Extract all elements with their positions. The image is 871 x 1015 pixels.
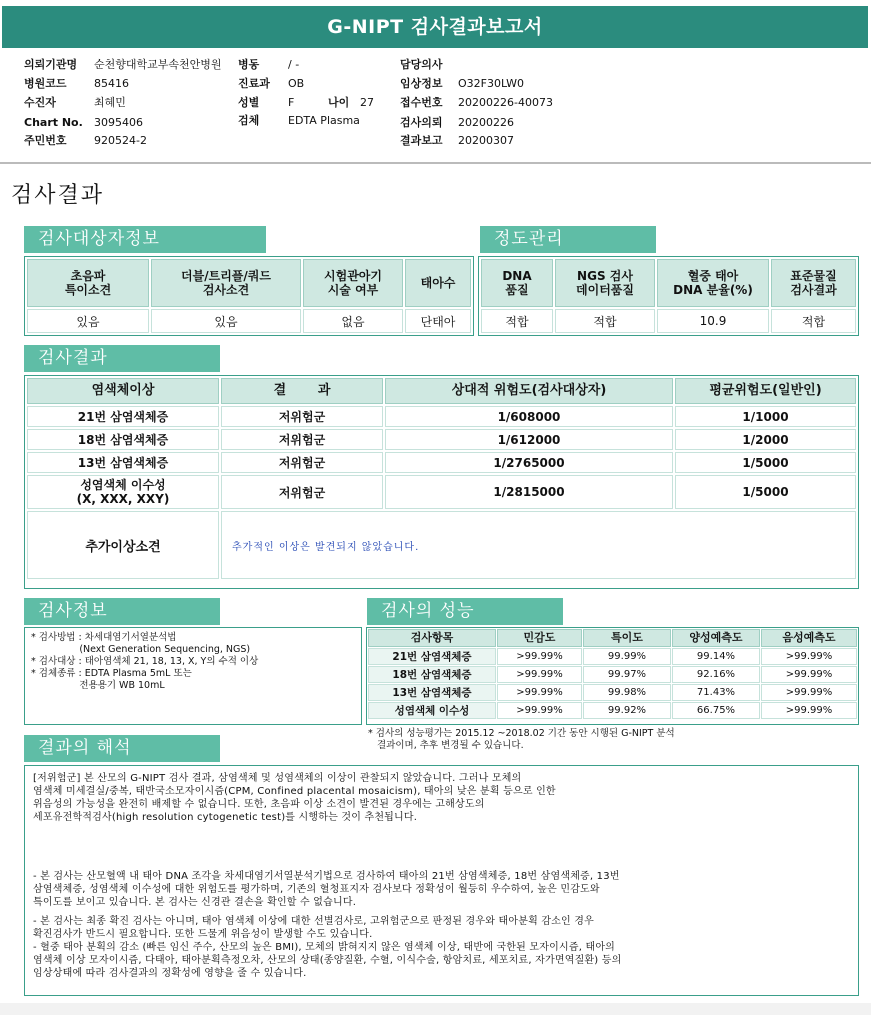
department-label: 진료과	[238, 77, 270, 90]
interpretation-line: 세포유전학적검사(high resolution cytogenetic test)를 시행하는 것이 추천됩니다.	[33, 812, 418, 823]
perf-cell: >99.99%	[497, 666, 582, 683]
interpretation-line: 삼염색체증, 성염색체 이수성에 대한 위험도를 평가하며, 기존의 혈청표지자 검사보다 정확성이 월등히 우수하여, 높은 민감도와	[33, 884, 600, 895]
perf-cell: >99.99%	[761, 684, 857, 701]
interpretation-line: 특이도를 보이고 있습니다. 본 검사는 신경관 결손을 확인할 수 없습니다.	[33, 897, 357, 908]
results-header-abnormality: 염색체이상	[27, 378, 219, 404]
subject-value-fetus: 단태아	[405, 309, 471, 333]
additional-findings-label: 추가이상소견	[27, 511, 219, 579]
result-value: 저위험군	[221, 475, 383, 509]
subject-header-ultrasound: 초음파 특이소견	[27, 259, 149, 307]
interpretation-box	[24, 765, 859, 996]
quality-header-dna: DNA 품질	[481, 259, 553, 307]
request-value: 20200226	[458, 116, 514, 129]
table-row	[27, 452, 856, 473]
hospital-code-value: 85416	[94, 77, 129, 90]
quality-value-ngs: 적합	[555, 309, 655, 333]
clinical-value: O32F30LW0	[458, 77, 524, 90]
sex-value: F	[288, 96, 295, 109]
performance-note	[368, 728, 858, 752]
quality-value-standard: 적합	[771, 309, 856, 333]
interpretation-line: - 혈중 태아 분획의 감소 (빠른 임신 주수, 산모의 높은 BMI), 모체의 밝혀지지 않은 염색체 이상, 태반에 국한된 모자이시즘, 태아의	[33, 942, 616, 953]
result-average: 1/5000	[675, 452, 856, 473]
interpretation-line: 임상상태에 따라 검사결과의 정확성에 영향을 줄 수 있습니다.	[33, 968, 307, 979]
test-info-line: * 검사방법 : 차세대염기서열분석법	[31, 632, 177, 643]
performance-note-line1: * 검사의 성능평가는 2015.12 ~2018.02 기간 동안 시행된 G-NIPT 분석	[368, 728, 675, 739]
result-value: 저위험군	[221, 406, 383, 427]
result-average: 1/5000	[675, 475, 856, 509]
perf-cell: 92.16%	[672, 666, 760, 683]
interpretation-label: 결과의 해석	[24, 735, 220, 762]
subject-value-screening: 있음	[151, 309, 301, 333]
ward-label: 병동	[238, 58, 260, 71]
interpretation-line: 염색체 이상 모자이시즘, 다태아, 태아분획측정오차, 산모의 상태(종양질환, 수혈, 이식수술, 항암치료, 세포치료, 자가면역질환) 등의	[33, 955, 622, 966]
hospital-code-label: 병원코드	[24, 77, 67, 90]
subject-info-table	[24, 256, 474, 336]
table-row	[368, 702, 857, 719]
subject-value-ultrasound: 있음	[27, 309, 149, 333]
result-relative: 1/2765000	[385, 452, 673, 473]
sex-label: 성별	[238, 96, 260, 109]
quality-header-ngs: NGS 검사 데이터품질	[555, 259, 655, 307]
perf-cell: >99.99%	[761, 702, 857, 719]
results-heading: 검사결과	[11, 183, 105, 208]
perf-item: 18번 삼염색체증	[368, 666, 496, 683]
perf-cell: >99.99%	[497, 684, 582, 701]
subject-value-ivf: 없음	[303, 309, 403, 333]
test-info-line: (Next Generation Sequencing, NGS)	[31, 644, 251, 655]
perf-cell: 66.75%	[672, 702, 760, 719]
perf-item: 성염색체 이수성	[368, 702, 496, 719]
result-value: 저위험군	[221, 429, 383, 450]
perf-cell: >99.99%	[761, 648, 857, 665]
ward-value: / -	[288, 58, 300, 71]
institution-value: 순천향대학교부속천안병원	[94, 58, 222, 71]
id-value: 920524-2	[94, 134, 147, 147]
result-relative: 1/612000	[385, 429, 673, 450]
result-value: 저위험군	[221, 452, 383, 473]
test-info-line: * 검체종류 : EDTA Plasma 5mL 또는	[31, 668, 192, 679]
results-header-result: 결 과	[221, 378, 383, 404]
subject-header-screening: 더블/트리플/쿼드 검사소견	[151, 259, 301, 307]
test-info-label: 검사정보	[24, 598, 220, 625]
age-label: 나이	[328, 96, 350, 109]
doctor-label: 담당의사	[400, 58, 443, 71]
quality-table	[478, 256, 859, 336]
results-table	[24, 375, 859, 589]
subject-header-fetus: 태아수	[405, 259, 471, 307]
performance-label: 검사의 성능	[367, 598, 563, 625]
perf-cell: 71.43%	[672, 684, 760, 701]
perf-cell: 99.99%	[583, 648, 671, 665]
patient-info	[0, 50, 871, 164]
interpretation-line: 위음성의 가능성을 완전히 배제할 수 없습니다. 또한, 초음파 이상 소견이 발견된 경우에는 고해상도의	[33, 799, 485, 810]
clinical-label: 임상정보	[400, 77, 443, 90]
interpretation-line: - 본 검사는 산모혈액 내 태아 DNA 조각을 차세대염기서열분석기법으로 검사하여 태아의 21번 삼염색체증, 18번 삼염색체증, 13번	[33, 871, 620, 882]
subject-header-ivf: 시험관아기 시술 여부	[303, 259, 403, 307]
department-value: OB	[288, 77, 305, 90]
result-name: 18번 삼염색체증	[27, 429, 219, 450]
perf-cell: 99.92%	[583, 702, 671, 719]
result-relative: 1/2815000	[385, 475, 673, 509]
specimen-value: EDTA Plasma	[288, 114, 360, 127]
quality-value-dna: 적합	[481, 309, 553, 333]
table-row	[27, 475, 856, 509]
test-info-line: 전용용기 WB 10mL	[31, 680, 165, 691]
interpretation-line: - 본 검사는 최종 확진 검사는 아니며, 태아 염색체 이상에 대한 선별검사로, 고위험군으로 판정된 경우와 태아분획 감소인 경우	[33, 916, 595, 927]
quality-header-standard: 표준물질 검사결과	[771, 259, 856, 307]
quality-label: 정도관리	[480, 226, 656, 253]
chart-label: Chart No.	[24, 116, 83, 129]
interpretation-line: 염색체 미세결실/중복, 태반국소모자이시즘(CPM, Confined placental mosaicism), 태아의 낮은 분획 등으로 인한	[33, 786, 556, 797]
specimen-label: 검체	[238, 114, 260, 127]
perf-header-sensitivity: 민감도	[497, 629, 582, 647]
result-average: 1/2000	[675, 429, 856, 450]
result-name: 21번 삼염색체증	[27, 406, 219, 427]
table-row	[368, 684, 857, 701]
subject-info-label: 검사대상자정보	[24, 226, 266, 253]
patient-value: 최혜민	[94, 96, 126, 109]
perf-item: 21번 삼염색체증	[368, 648, 496, 665]
result-relative: 1/608000	[385, 406, 673, 427]
perf-cell: 99.97%	[583, 666, 671, 683]
institution-label: 의뢰기관명	[24, 58, 78, 71]
performance-table	[366, 627, 859, 725]
perf-cell: >99.99%	[497, 648, 582, 665]
result-name: 성염색체 이수성 (X, XXX, XXY)	[27, 475, 219, 509]
perf-header-specificity: 특이도	[583, 629, 671, 647]
table-row	[368, 666, 857, 683]
report-date-value: 20200307	[458, 134, 514, 147]
report-date-label: 결과보고	[400, 134, 443, 147]
table-row	[27, 406, 856, 427]
quality-header-fraction: 혈중 태아 DNA 분율(%)	[657, 259, 769, 307]
results-label: 검사결과	[24, 345, 220, 372]
additional-findings-value: 추가적인 이상은 발견되지 않았습니다.	[221, 511, 856, 579]
performance-note-line2: 결과이며, 추후 변경될 수 있습니다.	[377, 740, 524, 751]
perf-cell: >99.99%	[761, 666, 857, 683]
request-label: 검사의뢰	[400, 116, 443, 129]
interpretation-line: [저위험군] 본 산모의 G-NIPT 검사 결과, 삼염색체 및 성염색체의 이상이 관찰되지 않았습니다. 그러나 모체의	[33, 773, 522, 784]
age-value: 27	[360, 96, 374, 109]
id-label: 주민번호	[24, 134, 67, 147]
patient-label: 수진자	[24, 96, 56, 109]
table-row	[27, 429, 856, 450]
quality-value-fraction: 10.9	[657, 309, 769, 333]
test-info-line: * 검사대상 : 태아염색체 21, 18, 13, X, Y의 수적 이상	[31, 656, 259, 667]
interpretation-line: 확진검사가 반드시 필요합니다. 또한 드물게 위음성이 발생할 수도 있습니다.	[33, 929, 373, 940]
chart-value: 3095406	[94, 116, 143, 129]
results-header-average: 평균위험도(일반인)	[675, 378, 856, 404]
results-header-relative: 상대적 위험도(검사대상자)	[385, 378, 673, 404]
perf-item: 13번 삼염색체증	[368, 684, 496, 701]
perf-cell: 99.98%	[583, 684, 671, 701]
table-row	[368, 648, 857, 665]
perf-header-npv: 음성예측도	[761, 629, 857, 647]
receipt-label: 접수번호	[400, 96, 443, 109]
result-name: 13번 삼염색체증	[27, 452, 219, 473]
perf-cell: 99.14%	[672, 648, 760, 665]
perf-header-item: 검사항목	[368, 629, 496, 647]
report-title: G-NIPT 검사결과보고서	[2, 6, 868, 48]
receipt-value: 20200226-40073	[458, 96, 553, 109]
result-average: 1/1000	[675, 406, 856, 427]
test-info-box	[24, 627, 362, 725]
perf-header-ppv: 양성예측도	[672, 629, 760, 647]
perf-cell: >99.99%	[497, 702, 582, 719]
